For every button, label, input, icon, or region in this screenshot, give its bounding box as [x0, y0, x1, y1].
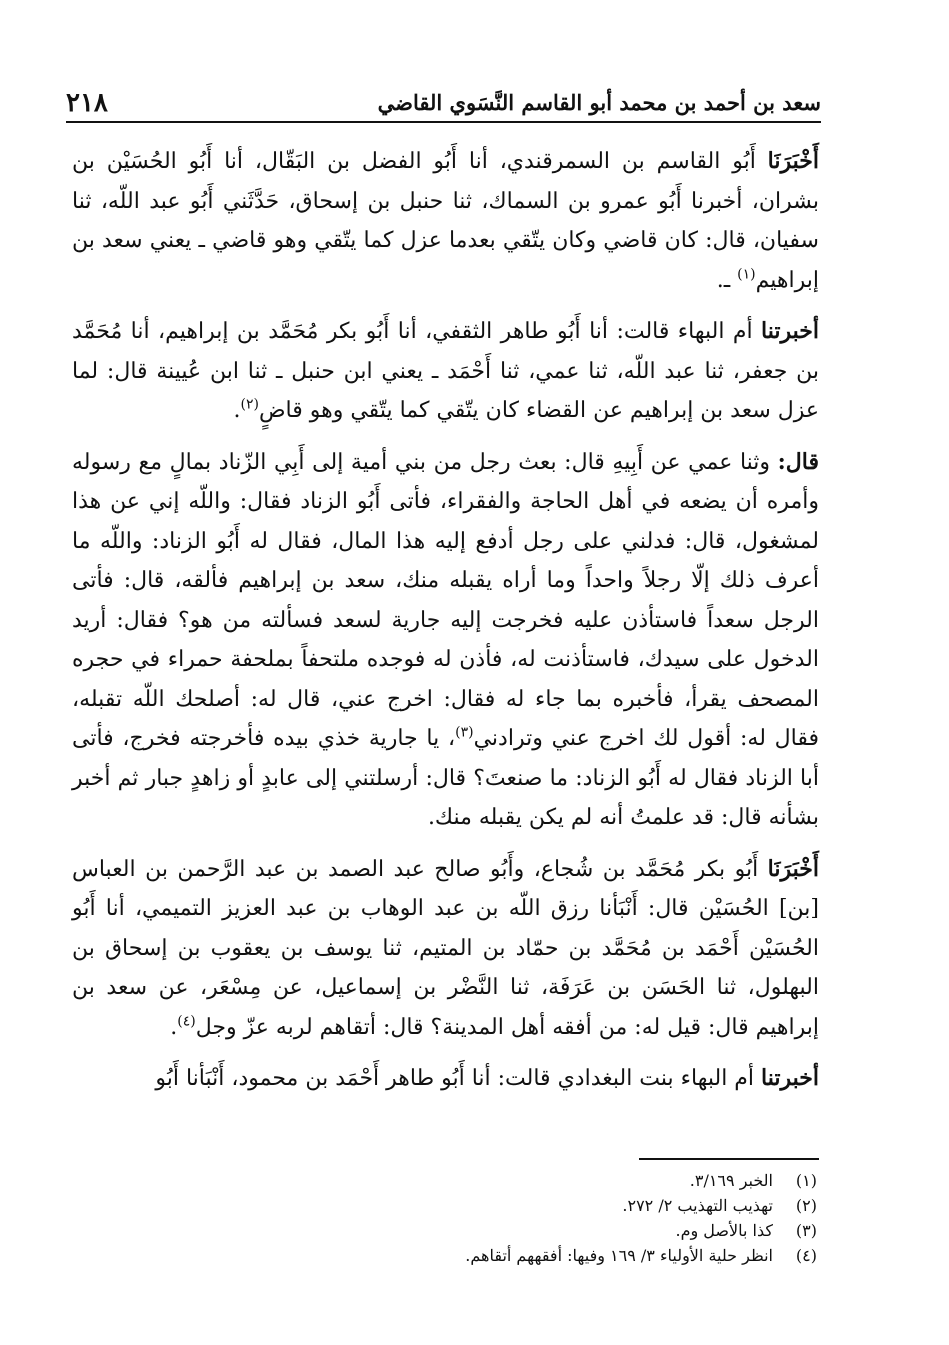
- footnote-marker: (٣): [455, 724, 474, 741]
- footnote: [72, 1168, 817, 1193]
- paragraph-text: وثنا عمي عن أَبِيهِ قال: بعث رجل من بني أمية إلى أَبِي الزّناد بمالٍ مع رسوله وأمره أن يضعه في أهل الحاجة والفقراء، فأتى أَبُو الزناد فقال: واللّه إني عن هذا لمشغول، قال: فدلني على رجل أدفع إليه هذا المال، فقال له أَبُو الزناد: واللّه ما أعرف ذلك إلّا رجلاً واحداً وما أراه يقبله منك، سعد بن إبراهيم فألقه، قال: فأتى الرجل سعداً فاستأذن عليه فخرجت إليه جارية لسعد فسألته من هو؟ فقال: أريد الدخول على سيدك، فاستأذنت له، فأذن له فوجده ملتحفاً بملحفة حمراء في حجره المصحف يقرأ، فأخبره بما جاء له فقال: اخرج عني، قال له: أصلحك اللّه تقبله، فقال له: أقول لك اخرج عني وترادني: [72, 449, 819, 751]
- paragraph-tail: ، يا جارية خذي بيده فأخرجته فخرج، فأتى أبا الزناد فقال له أَبُو الزناد: ما صنعتَ؟ قال: أرسلتني إلى عابدٍ أو زاهدٍ جبار ثم أخبر بشأنه قال: قد علمتُ أنه لم يكن يقبله منك.: [72, 726, 819, 830]
- footnote-marker: (٢): [240, 396, 259, 413]
- footnote-number: (٣): [795, 1221, 817, 1240]
- footnote-number: (٢): [795, 1196, 817, 1215]
- footnote: [72, 1218, 817, 1243]
- footnote-rule: [639, 1158, 819, 1160]
- footnote-marker: (١): [737, 266, 756, 283]
- paragraph-lead: أخبرتنا: [761, 1065, 819, 1091]
- footnote: [72, 1193, 817, 1218]
- footnote-marker: (٤): [177, 1013, 196, 1030]
- footnote-text: الخبر ٣/١٦٩.: [689, 1171, 773, 1190]
- paragraph-4: [72, 850, 819, 1048]
- main-text: [72, 142, 819, 1111]
- paragraph-text: أم البهاء بنت البغدادي قالت: أنا أَبُو طاهر أَحْمَد بن محمود، أَنْبَأنا أَبُو: [155, 1066, 762, 1091]
- paragraph-tail: ـ.: [716, 267, 738, 293]
- paragraph-text: أَبُو القاسم بن السمرقندي، أنا أَبُو الفضل بن البَقّال، أنا أَبُو الحُسَيْن بن بشران، أخبرنا أَبُو عمرو بن السماك، ثنا حنبل بن إسحاق، حَدَّثَني أَبُو عبد اللّه، ثنا سفيان، قال: كان قاضي وكان يتّقي بعدما عزل كما يتّقي وهو قاضي ـ يعني سعد بن إبراهيم: [72, 149, 819, 293]
- page-header: [66, 84, 821, 118]
- footnote-text: انظر حلية الأولياء ٣/ ١٦٩ وفيها: أفقههم أتقاهم.: [465, 1246, 773, 1265]
- footnote-number: (٤): [795, 1246, 817, 1265]
- footnote: [72, 1243, 817, 1268]
- footnotes: [72, 1168, 817, 1268]
- footnote-number: (١): [795, 1171, 817, 1190]
- paragraph-2: [72, 312, 819, 431]
- paragraph-tail: .: [170, 1014, 178, 1040]
- paragraph-text: أم البهاء قالت: أنا أَبُو طاهر الثقفي، أنا أَبُو بكر مُحَمَّد بن إبراهيم، أنا مُحَمَّد بن جعفر، ثنا عبد اللّه، ثنا عمي، ثنا أَحْمَد ـ يعني ابن حنبل ـ ثنا ابن عُيينة قال: لما عزل سعد بن إبراهيم عن القضاء كان يتّقي كما يتّقي وهو قاضٍ: [72, 319, 819, 423]
- running-title: سعد بن أحمد بن محمد أبو القاسم النَّسَوي القاضي: [377, 90, 821, 115]
- paragraph-lead: قال:: [777, 448, 819, 475]
- paragraph-text: أَبُو بكر مُحَمَّد بن شُجاع، وأَبُو صالح عبد الصمد بن عبد الرَّحمن بن العباس [بن] الحُسَيْن قال: أَنْبَأنا رزق اللّه بن عبد الوهاب بن عبد العزيز التميمي، أنا أَبُو الحُسَيْن أَحْمَد بن مُحَمَّد بن حمّاد بن المتيم، ثنا يوسف بن يعقوب بن إسحاق بن البهلول، ثنا الحَسَن بن عَرَفَة، ثنا النَّضْر بن إسماعيل، عن مِسْعَر، عن سعد بن إبراهيم قال: قيل له: من أفقه أهل المدينة؟ قال: أتقاهم لربه عزّ وجل: [72, 856, 819, 1040]
- footnote-text: تهذيب التهذيب ٢/ ٢٧٢.: [622, 1196, 773, 1215]
- paragraph-tail: .: [233, 398, 241, 423]
- paragraph-1: [72, 142, 819, 300]
- paragraph-lead: أَخْبَرَنَا: [767, 855, 819, 882]
- paragraph-lead: أَخْبَرَنَا: [767, 148, 819, 174]
- header-rule: [66, 121, 821, 123]
- paragraph-lead: أخبرتنا: [761, 318, 819, 344]
- footnote-text: كذا بالأصل وم.: [675, 1221, 773, 1240]
- paragraph-3: [72, 443, 819, 838]
- page-number: ٢١٨: [66, 88, 108, 118]
- paragraph-5: [72, 1059, 819, 1099]
